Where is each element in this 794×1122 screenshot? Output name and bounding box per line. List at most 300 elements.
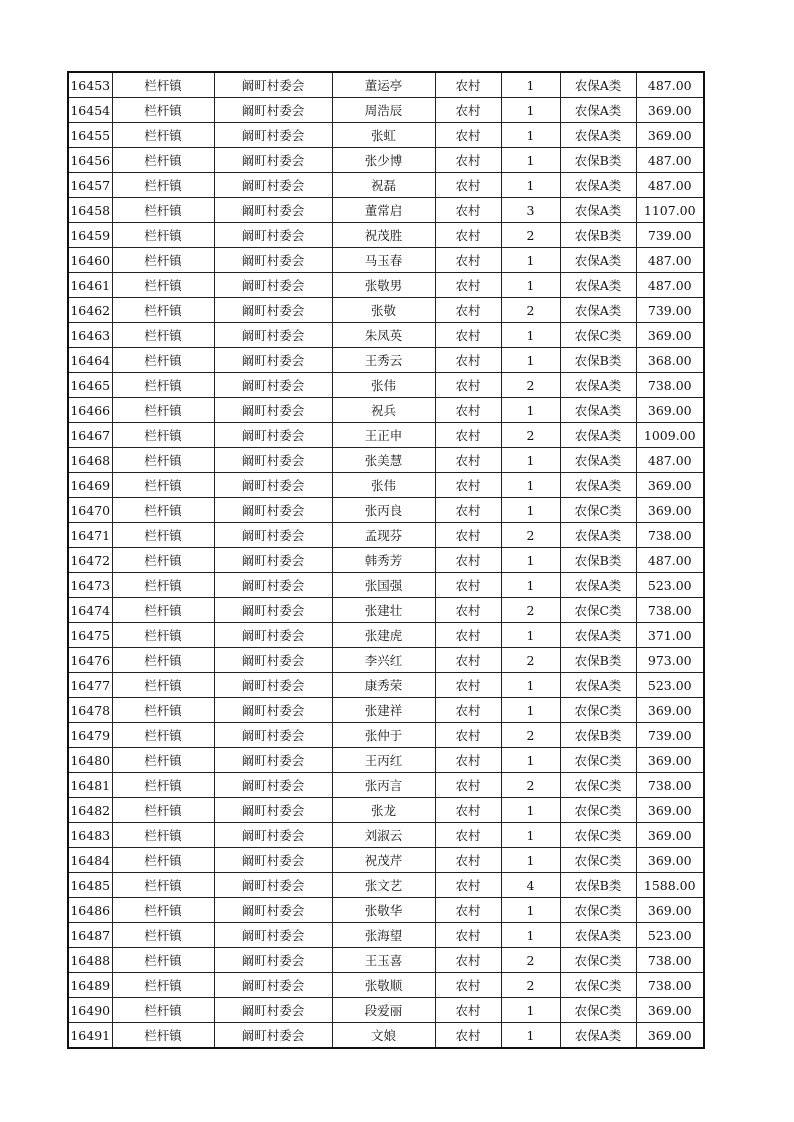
village-cell: 阚町村委会: [214, 473, 332, 498]
town-cell: 栏杆镇: [112, 848, 214, 873]
amount-cell: 739.00: [636, 223, 704, 248]
name-cell: 张丙言: [332, 773, 435, 798]
name-cell: 张敬男: [332, 273, 435, 298]
amount-cell: 738.00: [636, 373, 704, 398]
row-id-cell: 16468: [68, 448, 112, 473]
town-cell: 栏杆镇: [112, 948, 214, 973]
table-row: [68, 223, 704, 248]
village-cell: 阚町村委会: [214, 348, 332, 373]
village-cell: 阚町村委会: [214, 698, 332, 723]
amount-cell: 369.00: [636, 898, 704, 923]
table-row: [68, 423, 704, 448]
insurance-category-cell: 农保A类: [560, 373, 636, 398]
area-type-cell: 农村: [435, 448, 501, 473]
row-id-cell: 16455: [68, 123, 112, 148]
area-type-cell: 农村: [435, 198, 501, 223]
name-cell: 张敬: [332, 298, 435, 323]
insurance-category-cell: 农保A类: [560, 123, 636, 148]
village-cell: 阚町村委会: [214, 648, 332, 673]
area-type-cell: 农村: [435, 473, 501, 498]
name-cell: 祝茂胜: [332, 223, 435, 248]
amount-cell: 487.00: [636, 448, 704, 473]
town-cell: 栏杆镇: [112, 823, 214, 848]
area-type-cell: 农村: [435, 823, 501, 848]
insurance-category-cell: 农保A类: [560, 423, 636, 448]
household-size-cell: 2: [501, 648, 560, 673]
table-row: [68, 448, 704, 473]
town-cell: 栏杆镇: [112, 573, 214, 598]
name-cell: 康秀荣: [332, 673, 435, 698]
table-row: [68, 198, 704, 223]
insurance-category-cell: 农保A类: [560, 473, 636, 498]
village-cell: 阚町村委会: [214, 298, 332, 323]
name-cell: 王正申: [332, 423, 435, 448]
table-row: [68, 398, 704, 423]
insurance-category-cell: 农保A类: [560, 273, 636, 298]
household-size-cell: 1: [501, 323, 560, 348]
name-cell: 张建壮: [332, 598, 435, 623]
town-cell: 栏杆镇: [112, 72, 214, 98]
row-id-cell: 16475: [68, 623, 112, 648]
insurance-category-cell: 农保C类: [560, 748, 636, 773]
row-id-cell: 16489: [68, 973, 112, 998]
area-type-cell: 农村: [435, 848, 501, 873]
area-type-cell: 农村: [435, 998, 501, 1023]
row-id-cell: 16484: [68, 848, 112, 873]
village-cell: 阚町村委会: [214, 498, 332, 523]
area-type-cell: 农村: [435, 923, 501, 948]
area-type-cell: 农村: [435, 973, 501, 998]
town-cell: 栏杆镇: [112, 673, 214, 698]
name-cell: 张美慧: [332, 448, 435, 473]
name-cell: 张丙良: [332, 498, 435, 523]
row-id-cell: 16476: [68, 648, 112, 673]
household-size-cell: 1: [501, 623, 560, 648]
insurance-category-cell: 农保B类: [560, 548, 636, 573]
name-cell: 王秀云: [332, 348, 435, 373]
table-row: [68, 1023, 704, 1049]
row-id-cell: 16488: [68, 948, 112, 973]
amount-cell: 369.00: [636, 1023, 704, 1049]
name-cell: 张少博: [332, 148, 435, 173]
row-id-cell: 16458: [68, 198, 112, 223]
household-size-cell: 1: [501, 473, 560, 498]
village-cell: 阚町村委会: [214, 898, 332, 923]
amount-cell: 371.00: [636, 623, 704, 648]
row-id-cell: 16479: [68, 723, 112, 748]
amount-cell: 369.00: [636, 823, 704, 848]
name-cell: 周浩辰: [332, 98, 435, 123]
row-id-cell: 16456: [68, 148, 112, 173]
insurance-category-cell: 农保A类: [560, 248, 636, 273]
name-cell: 张敬顺: [332, 973, 435, 998]
insurance-category-cell: 农保B类: [560, 873, 636, 898]
table-row: [68, 948, 704, 973]
area-type-cell: 农村: [435, 798, 501, 823]
village-cell: 阚町村委会: [214, 973, 332, 998]
amount-cell: 1009.00: [636, 423, 704, 448]
area-type-cell: 农村: [435, 698, 501, 723]
table-row: [68, 373, 704, 398]
row-id-cell: 16486: [68, 898, 112, 923]
table-row: [68, 173, 704, 198]
area-type-cell: 农村: [435, 673, 501, 698]
household-size-cell: 1: [501, 248, 560, 273]
village-cell: 阚町村委会: [214, 198, 332, 223]
household-size-cell: 1: [501, 348, 560, 373]
household-size-cell: 1: [501, 72, 560, 98]
table-row: [68, 973, 704, 998]
insurance-category-cell: 农保C类: [560, 498, 636, 523]
area-type-cell: 农村: [435, 273, 501, 298]
table-row: [68, 773, 704, 798]
town-cell: 栏杆镇: [112, 423, 214, 448]
amount-cell: 487.00: [636, 548, 704, 573]
household-size-cell: 1: [501, 1023, 560, 1049]
town-cell: 栏杆镇: [112, 398, 214, 423]
name-cell: 张文艺: [332, 873, 435, 898]
insurance-category-cell: 农保B类: [560, 648, 636, 673]
row-id-cell: 16471: [68, 523, 112, 548]
village-cell: 阚町村委会: [214, 598, 332, 623]
village-cell: 阚町村委会: [214, 373, 332, 398]
table-body: [68, 72, 704, 1048]
area-type-cell: 农村: [435, 1023, 501, 1049]
name-cell: 马玉春: [332, 248, 435, 273]
table-row: [68, 998, 704, 1023]
village-cell: 阚町村委会: [214, 323, 332, 348]
row-id-cell: 16453: [68, 72, 112, 98]
name-cell: 祝茂芹: [332, 848, 435, 873]
table-row: [68, 848, 704, 873]
town-cell: 栏杆镇: [112, 473, 214, 498]
table-row: [68, 248, 704, 273]
village-cell: 阚町村委会: [214, 723, 332, 748]
town-cell: 栏杆镇: [112, 123, 214, 148]
household-size-cell: 2: [501, 223, 560, 248]
insurance-category-cell: 农保B类: [560, 348, 636, 373]
area-type-cell: 农村: [435, 348, 501, 373]
amount-cell: 738.00: [636, 948, 704, 973]
household-size-cell: 2: [501, 948, 560, 973]
row-id-cell: 16491: [68, 1023, 112, 1049]
insurance-category-cell: 农保A类: [560, 523, 636, 548]
amount-cell: 523.00: [636, 573, 704, 598]
amount-cell: 369.00: [636, 998, 704, 1023]
village-cell: 阚町村委会: [214, 423, 332, 448]
table-row: [68, 898, 704, 923]
insurance-category-cell: 农保A类: [560, 923, 636, 948]
insurance-category-cell: 农保A类: [560, 1023, 636, 1049]
table-row: [68, 548, 704, 573]
amount-cell: 487.00: [636, 248, 704, 273]
row-id-cell: 16480: [68, 748, 112, 773]
area-type-cell: 农村: [435, 723, 501, 748]
insurance-category-cell: 农保A类: [560, 298, 636, 323]
name-cell: 张国强: [332, 573, 435, 598]
row-id-cell: 16487: [68, 923, 112, 948]
table-row: [68, 72, 704, 98]
insurance-category-cell: 农保C类: [560, 323, 636, 348]
village-cell: 阚町村委会: [214, 523, 332, 548]
row-id-cell: 16469: [68, 473, 112, 498]
amount-cell: 1107.00: [636, 198, 704, 223]
name-cell: 刘淑云: [332, 823, 435, 848]
household-size-cell: 1: [501, 673, 560, 698]
row-id-cell: 16464: [68, 348, 112, 373]
village-cell: 阚町村委会: [214, 748, 332, 773]
name-cell: 张仲于: [332, 723, 435, 748]
row-id-cell: 16459: [68, 223, 112, 248]
table-row: [68, 648, 704, 673]
table-row: [68, 148, 704, 173]
amount-cell: 523.00: [636, 923, 704, 948]
table-row: [68, 698, 704, 723]
household-size-cell: 1: [501, 923, 560, 948]
name-cell: 韩秀芳: [332, 548, 435, 573]
village-cell: 阚町村委会: [214, 673, 332, 698]
insurance-category-cell: 农保B类: [560, 723, 636, 748]
amount-cell: 369.00: [636, 323, 704, 348]
area-type-cell: 农村: [435, 523, 501, 548]
town-cell: 栏杆镇: [112, 798, 214, 823]
village-cell: 阚町村委会: [214, 98, 332, 123]
row-id-cell: 16454: [68, 98, 112, 123]
amount-cell: 369.00: [636, 498, 704, 523]
name-cell: 张伟: [332, 373, 435, 398]
name-cell: 张建虎: [332, 623, 435, 648]
insurance-category-cell: 农保C类: [560, 698, 636, 723]
household-size-cell: 1: [501, 848, 560, 873]
household-size-cell: 2: [501, 298, 560, 323]
household-size-cell: 1: [501, 398, 560, 423]
area-type-cell: 农村: [435, 72, 501, 98]
household-size-cell: 1: [501, 98, 560, 123]
area-type-cell: 农村: [435, 98, 501, 123]
insurance-category-cell: 农保B类: [560, 148, 636, 173]
town-cell: 栏杆镇: [112, 648, 214, 673]
amount-cell: 1588.00: [636, 873, 704, 898]
insurance-category-cell: 农保C类: [560, 848, 636, 873]
amount-cell: 369.00: [636, 748, 704, 773]
row-id-cell: 16483: [68, 823, 112, 848]
insurance-category-cell: 农保C类: [560, 948, 636, 973]
table-row: [68, 723, 704, 748]
insurance-category-cell: 农保C类: [560, 973, 636, 998]
table-row: [68, 823, 704, 848]
row-id-cell: 16490: [68, 998, 112, 1023]
village-cell: 阚町村委会: [214, 123, 332, 148]
household-size-cell: 1: [501, 698, 560, 723]
row-id-cell: 16473: [68, 573, 112, 598]
insurance-category-cell: 农保C类: [560, 598, 636, 623]
area-type-cell: 农村: [435, 898, 501, 923]
amount-cell: 738.00: [636, 598, 704, 623]
name-cell: 董常启: [332, 198, 435, 223]
area-type-cell: 农村: [435, 148, 501, 173]
household-size-cell: 1: [501, 998, 560, 1023]
table-row: [68, 298, 704, 323]
area-type-cell: 农村: [435, 173, 501, 198]
row-id-cell: 16477: [68, 673, 112, 698]
area-type-cell: 农村: [435, 948, 501, 973]
area-type-cell: 农村: [435, 573, 501, 598]
area-type-cell: 农村: [435, 873, 501, 898]
household-size-cell: 2: [501, 373, 560, 398]
town-cell: 栏杆镇: [112, 223, 214, 248]
village-cell: 阚町村委会: [214, 72, 332, 98]
name-cell: 孟现芬: [332, 523, 435, 548]
village-cell: 阚町村委会: [214, 148, 332, 173]
town-cell: 栏杆镇: [112, 773, 214, 798]
town-cell: 栏杆镇: [112, 923, 214, 948]
area-type-cell: 农村: [435, 648, 501, 673]
row-id-cell: 16482: [68, 798, 112, 823]
table-row: [68, 673, 704, 698]
amount-cell: 369.00: [636, 98, 704, 123]
row-id-cell: 16474: [68, 598, 112, 623]
village-cell: 阚町村委会: [214, 1023, 332, 1049]
household-size-cell: 1: [501, 898, 560, 923]
amount-cell: 739.00: [636, 723, 704, 748]
insurance-category-cell: 农保A类: [560, 448, 636, 473]
area-type-cell: 农村: [435, 223, 501, 248]
table-row: [68, 798, 704, 823]
town-cell: 栏杆镇: [112, 623, 214, 648]
table-row: [68, 273, 704, 298]
village-cell: 阚町村委会: [214, 548, 332, 573]
household-size-cell: 1: [501, 448, 560, 473]
amount-cell: 487.00: [636, 72, 704, 98]
insurance-category-cell: 农保B类: [560, 223, 636, 248]
name-cell: 张虹: [332, 123, 435, 148]
town-cell: 栏杆镇: [112, 248, 214, 273]
town-cell: 栏杆镇: [112, 1023, 214, 1049]
table-row: [68, 598, 704, 623]
village-cell: 阚町村委会: [214, 873, 332, 898]
amount-cell: 369.00: [636, 698, 704, 723]
household-size-cell: 1: [501, 498, 560, 523]
village-cell: 阚町村委会: [214, 773, 332, 798]
table-row: [68, 323, 704, 348]
amount-cell: 738.00: [636, 773, 704, 798]
data-table: [67, 71, 705, 1049]
town-cell: 栏杆镇: [112, 173, 214, 198]
area-type-cell: 农村: [435, 548, 501, 573]
village-cell: 阚町村委会: [214, 398, 332, 423]
name-cell: 张建祥: [332, 698, 435, 723]
household-size-cell: 1: [501, 148, 560, 173]
village-cell: 阚町村委会: [214, 573, 332, 598]
row-id-cell: 16472: [68, 548, 112, 573]
insurance-category-cell: 农保A类: [560, 573, 636, 598]
amount-cell: 369.00: [636, 398, 704, 423]
amount-cell: 487.00: [636, 273, 704, 298]
insurance-category-cell: 农保C类: [560, 798, 636, 823]
insurance-category-cell: 农保C类: [560, 773, 636, 798]
row-id-cell: 16481: [68, 773, 112, 798]
village-cell: 阚町村委会: [214, 248, 332, 273]
amount-cell: 738.00: [636, 973, 704, 998]
name-cell: 王玉喜: [332, 948, 435, 973]
town-cell: 栏杆镇: [112, 973, 214, 998]
row-id-cell: 16470: [68, 498, 112, 523]
village-cell: 阚町村委会: [214, 798, 332, 823]
table-row: [68, 748, 704, 773]
amount-cell: 369.00: [636, 473, 704, 498]
town-cell: 栏杆镇: [112, 448, 214, 473]
name-cell: 王丙红: [332, 748, 435, 773]
name-cell: 文娘: [332, 1023, 435, 1049]
row-id-cell: 16463: [68, 323, 112, 348]
insurance-category-cell: 农保A类: [560, 673, 636, 698]
row-id-cell: 16467: [68, 423, 112, 448]
row-id-cell: 16485: [68, 873, 112, 898]
town-cell: 栏杆镇: [112, 748, 214, 773]
row-id-cell: 16465: [68, 373, 112, 398]
area-type-cell: 农村: [435, 773, 501, 798]
insurance-category-cell: 农保A类: [560, 398, 636, 423]
village-cell: 阚町村委会: [214, 223, 332, 248]
town-cell: 栏杆镇: [112, 523, 214, 548]
amount-cell: 739.00: [636, 298, 704, 323]
insurance-category-cell: 农保A类: [560, 98, 636, 123]
town-cell: 栏杆镇: [112, 373, 214, 398]
table-row: [68, 473, 704, 498]
household-size-cell: 1: [501, 123, 560, 148]
area-type-cell: 农村: [435, 298, 501, 323]
table-row: [68, 623, 704, 648]
area-type-cell: 农村: [435, 748, 501, 773]
town-cell: 栏杆镇: [112, 998, 214, 1023]
household-size-cell: 2: [501, 523, 560, 548]
area-type-cell: 农村: [435, 423, 501, 448]
name-cell: 朱凤英: [332, 323, 435, 348]
household-size-cell: 2: [501, 973, 560, 998]
area-type-cell: 农村: [435, 323, 501, 348]
insurance-category-cell: 农保C类: [560, 998, 636, 1023]
row-id-cell: 16457: [68, 173, 112, 198]
town-cell: 栏杆镇: [112, 598, 214, 623]
insurance-category-cell: 农保C类: [560, 823, 636, 848]
amount-cell: 523.00: [636, 673, 704, 698]
household-size-cell: 2: [501, 723, 560, 748]
row-id-cell: 16461: [68, 273, 112, 298]
town-cell: 栏杆镇: [112, 348, 214, 373]
town-cell: 栏杆镇: [112, 723, 214, 748]
row-id-cell: 16460: [68, 248, 112, 273]
household-size-cell: 1: [501, 823, 560, 848]
town-cell: 栏杆镇: [112, 298, 214, 323]
table-row: [68, 98, 704, 123]
household-size-cell: 2: [501, 598, 560, 623]
household-size-cell: 3: [501, 198, 560, 223]
household-size-cell: 1: [501, 173, 560, 198]
village-cell: 阚町村委会: [214, 998, 332, 1023]
household-size-cell: 2: [501, 423, 560, 448]
town-cell: 栏杆镇: [112, 873, 214, 898]
area-type-cell: 农村: [435, 598, 501, 623]
area-type-cell: 农村: [435, 498, 501, 523]
household-size-cell: 1: [501, 548, 560, 573]
row-id-cell: 16466: [68, 398, 112, 423]
name-cell: 李兴红: [332, 648, 435, 673]
town-cell: 栏杆镇: [112, 148, 214, 173]
row-id-cell: 16478: [68, 698, 112, 723]
amount-cell: 487.00: [636, 148, 704, 173]
household-size-cell: 1: [501, 748, 560, 773]
village-cell: 阚町村委会: [214, 948, 332, 973]
